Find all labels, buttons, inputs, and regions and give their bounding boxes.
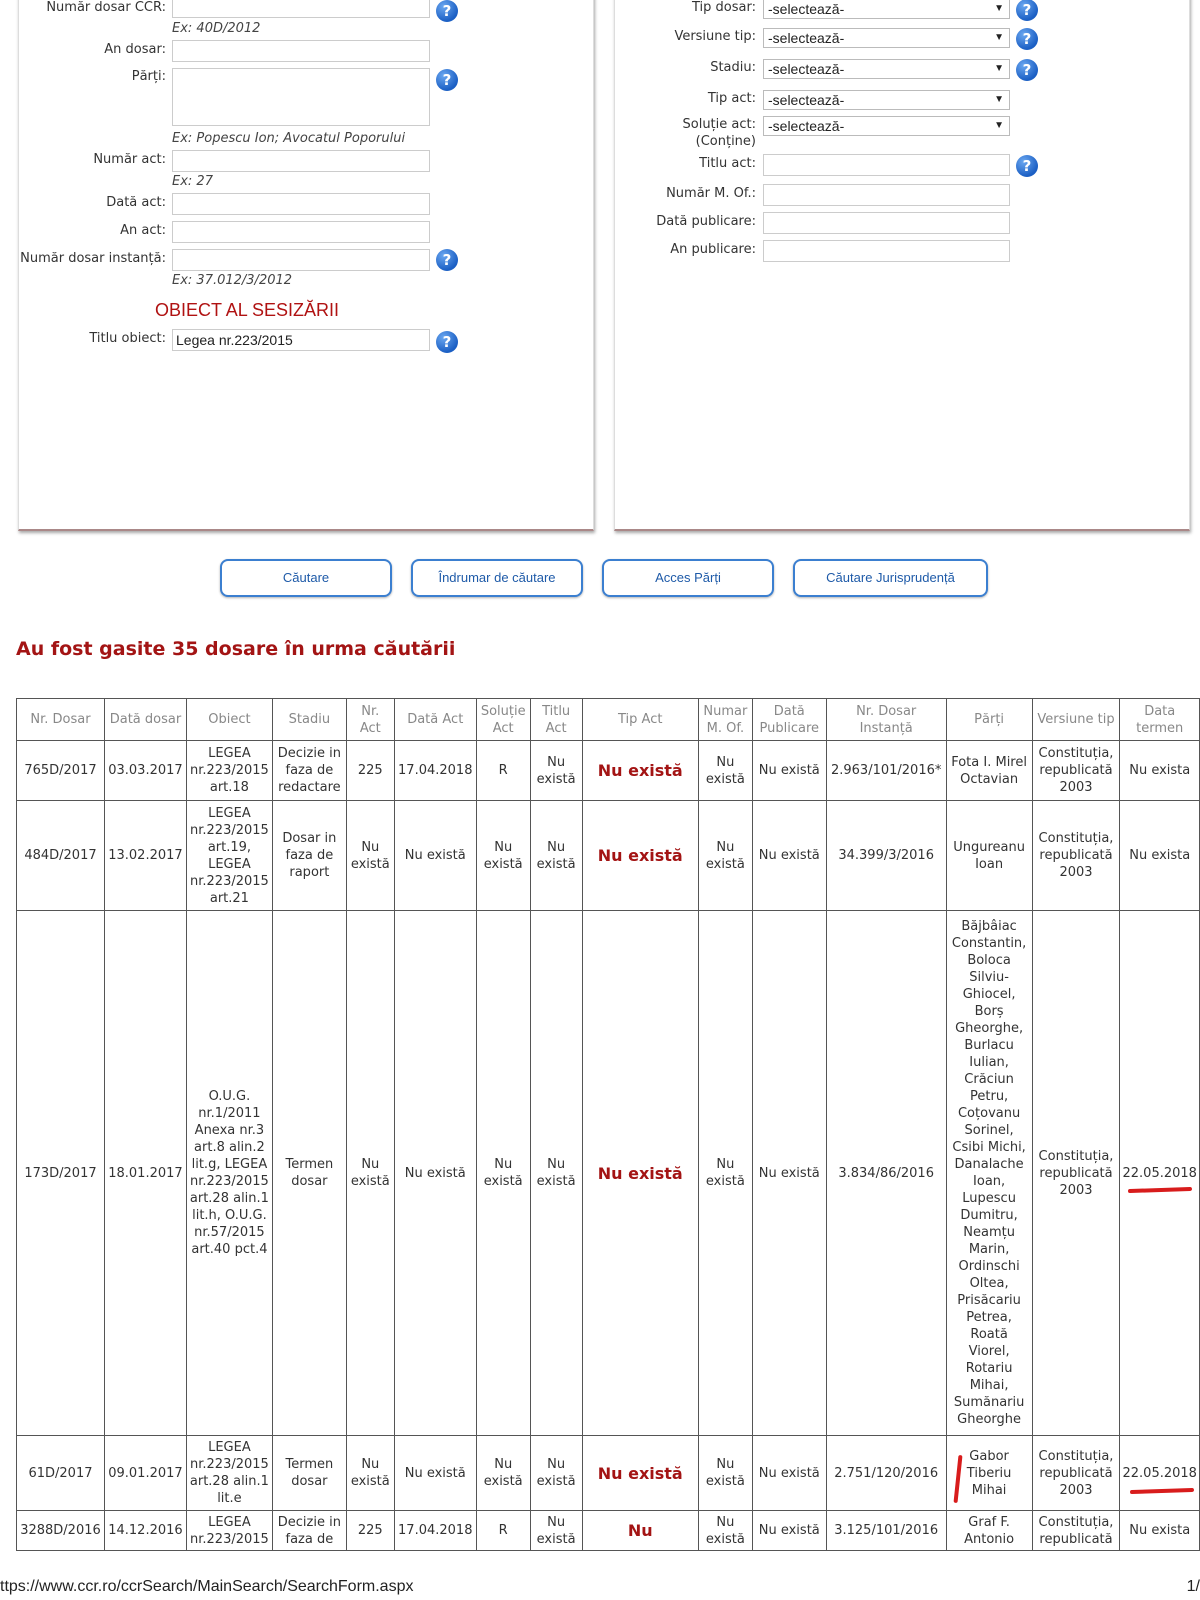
titlu-obiect-input[interactable]: Legea nr.223/2015 — [172, 329, 430, 351]
data-publicare-input[interactable] — [763, 212, 1010, 234]
table-cell: Nu există — [530, 1511, 582, 1551]
stadiu-value: -selectează- — [768, 61, 845, 77]
table-cell: Decizie in faza de — [272, 1511, 346, 1551]
table-cell: Nu exista — [1120, 801, 1200, 911]
table-cell: Nu există — [698, 741, 752, 801]
parti-example: Ex: Popescu Ion; Avocatul Poporului — [172, 131, 406, 146]
tip-dosar-value: -selectează- — [768, 1, 845, 17]
numar-act-example: Ex: 27 — [172, 174, 213, 189]
table-cell: Nu există — [394, 801, 476, 911]
table-cell: R — [476, 741, 530, 801]
table-cell: Nu există — [476, 1436, 530, 1511]
table-cell: LEGEA nr.223/2015 art.28 alin.1 lit.e — [186, 1436, 272, 1511]
numar-act-label: Număr act: — [93, 152, 166, 167]
table-cell: Constituția, republicată 2003 — [1032, 741, 1120, 801]
solutie-act-select[interactable] — [763, 116, 1010, 136]
table-cell: R — [476, 1511, 530, 1551]
table-cell: 22.05.2018 — [1120, 911, 1200, 1436]
table-cell[interactable]: 484D/2017 — [17, 801, 105, 911]
column-header[interactable]: Nr. Act — [346, 699, 394, 741]
column-header[interactable]: Data termen — [1120, 699, 1200, 741]
numar-dosar-ccr-input[interactable] — [172, 0, 430, 18]
titlu-act-input[interactable] — [763, 154, 1010, 176]
table-cell: 3.834/86/2016 — [826, 911, 946, 1436]
table-cell: Nu există — [394, 911, 476, 1436]
table-cell: Băjbâiac Constantin, Boloca Silviu-Ghiocel, Borș Gheorghe, Burlacu Iulian, Crăciun Petru, Coțovanu Sorinel, Csibi Michi, Danalache Ioan, Lupescu Dumitru, Neamțu Marin, Ordinschi Oltea, Prisăcariu Petrea, Roată Viorel, Rotariu Mihai, Sumănariu Gheorghe — [946, 911, 1032, 1436]
table-cell: Nu există — [752, 1511, 826, 1551]
table-cell: Nu există — [530, 911, 582, 1436]
titlu-obiect-label: Titlu obiect: — [89, 331, 166, 346]
table-cell: Nu există — [752, 911, 826, 1436]
table-cell: 17.04.2018 — [394, 1511, 476, 1551]
numar-dosar-instanta-label: Număr dosar instanță: — [20, 251, 166, 266]
cautare-button[interactable]: Căutare — [220, 559, 392, 597]
table-cell[interactable]: 765D/2017 — [17, 741, 105, 801]
an-act-input[interactable] — [172, 221, 430, 243]
help-icon[interactable]: ? — [1016, 155, 1038, 177]
table-cell: 18.01.2017 — [104, 911, 186, 1436]
table-cell: Dosar in faza de raport — [272, 801, 346, 911]
table-cell: LEGEA nr.223/2015 art.19, LEGEA nr.223/2015 art.21 — [186, 801, 272, 911]
tip-act-value: -selectează- — [768, 92, 845, 108]
parti-label: Părți: — [131, 69, 166, 84]
table-cell: Graf F. Antonio — [946, 1511, 1032, 1551]
tip-act-label: Tip act: — [707, 91, 756, 106]
table-cell: Constituția, republicată 2003 — [1032, 911, 1120, 1436]
versiune-tip-select[interactable] — [763, 28, 1010, 48]
data-act-input[interactable] — [172, 193, 430, 215]
search-panel-right — [614, 0, 1190, 531]
numar-dosar-instanta-example: Ex: 37.012/3/2012 — [172, 273, 293, 288]
tip-dosar-label: Tip dosar: — [692, 0, 756, 15]
table-header-row — [17, 699, 1200, 741]
solutie-act-sublabel: (Conține) — [695, 134, 756, 149]
column-header[interactable]: Versiune tip — [1032, 699, 1120, 741]
table-cell: Nu există — [582, 1436, 698, 1511]
help-icon[interactable]: ? — [436, 0, 458, 22]
column-header[interactable]: Nr. Dosar Instanță — [826, 699, 946, 741]
results-table — [16, 698, 1200, 1551]
table-cell: Decizie in faza de redactare — [272, 741, 346, 801]
table-cell: Nu există — [582, 801, 698, 911]
table-cell: 2.963/101/2016* — [826, 741, 946, 801]
chevron-down-icon: ▼ — [994, 120, 1004, 131]
table-cell: Nu există — [698, 911, 752, 1436]
tip-act-select[interactable] — [763, 90, 1010, 110]
versiune-tip-value: -selectează- — [768, 30, 845, 46]
solutie-act-value: -selectează- — [768, 118, 845, 134]
table-cell: Nu există — [530, 1436, 582, 1511]
numar-mof-input[interactable] — [763, 184, 1010, 206]
table-cell: 3.125/101/2016 — [826, 1511, 946, 1551]
chevron-down-icon: ▼ — [994, 94, 1004, 105]
table-cell: Fota I. Mirel Octavian — [946, 741, 1032, 801]
table-cell: Nu există — [346, 911, 394, 1436]
table-cell: 22.05.2018 — [1120, 1436, 1200, 1511]
numar-dosar-ccr-label: Număr dosar CCR: — [46, 0, 166, 15]
table-cell: Nu există — [698, 1511, 752, 1551]
table-row[interactable] — [17, 1436, 1200, 1511]
column-header[interactable]: Nr. Dosar — [17, 699, 105, 741]
chevron-down-icon: ▼ — [994, 63, 1004, 74]
table-cell: Nu — [582, 1511, 698, 1551]
table-cell: 225 — [346, 1511, 394, 1551]
table-cell: 03.03.2017 — [104, 741, 186, 801]
data-publicare-label: Dată publicare: — [656, 214, 756, 229]
table-cell: Nu există — [752, 801, 826, 911]
table-cell: 17.04.2018 — [394, 741, 476, 801]
table-cell: Constituția, republicată 2003 — [1032, 1436, 1120, 1511]
table-cell: Constituția, republicată — [1032, 1511, 1120, 1551]
numar-mof-label: Număr M. Of.: — [666, 186, 756, 201]
table-cell: Gabor Tiberiu Mihai — [946, 1436, 1032, 1511]
solutie-act-label: Soluție act: — [682, 117, 756, 132]
column-header[interactable]: Tip Act — [582, 699, 698, 741]
table-cell: Nu există — [582, 741, 698, 801]
table-cell: Nu există — [698, 1436, 752, 1511]
table-row[interactable] — [17, 801, 1200, 911]
table-cell: Nu există — [346, 1436, 394, 1511]
table-cell: Nu există — [476, 801, 530, 911]
an-publicare-label: An publicare: — [670, 242, 756, 257]
table-cell: Termen dosar — [272, 1436, 346, 1511]
table-cell: 225 — [346, 741, 394, 801]
table-row[interactable] — [17, 911, 1200, 1436]
table-cell: LEGEA nr.223/2015 — [186, 1511, 272, 1551]
help-icon[interactable]: ? — [436, 249, 458, 271]
acces-parti-button[interactable]: Acces Părți — [602, 559, 774, 597]
tip-dosar-select[interactable] — [763, 0, 1010, 19]
table-cell[interactable]: 3288D/2016 — [17, 1511, 105, 1551]
table-cell: Ungureanu Ioan — [946, 801, 1032, 911]
table-cell: Nu există — [698, 801, 752, 911]
table-cell: Nu există — [346, 801, 394, 911]
an-dosar-label: An dosar: — [104, 42, 166, 57]
numar-dosar-instanta-input[interactable] — [172, 249, 430, 271]
help-icon[interactable]: ? — [436, 69, 458, 91]
table-cell[interactable]: 61D/2017 — [17, 1436, 105, 1511]
column-header[interactable]: Numar M. Of. — [698, 699, 752, 741]
table-cell: Nu exista — [1120, 741, 1200, 801]
table-cell: Nu există — [530, 801, 582, 911]
column-header[interactable]: Dată Publicare — [752, 699, 826, 741]
table-cell: Nu există — [582, 911, 698, 1436]
cautare-jurisprudenta-button[interactable]: Căutare Jurisprudență — [793, 559, 988, 597]
table-cell: 2.751/120/2016 — [826, 1436, 946, 1511]
table-cell: Nu există — [752, 741, 826, 801]
print-footer-url: ttps://www.ccr.ro/ccrSearch/MainSearch/SearchForm.aspx — [0, 1578, 414, 1595]
table-cell: Nu există — [476, 911, 530, 1436]
table-cell: O.U.G. nr.1/2011 Anexa nr.3 art.8 alin.2 lit.g, LEGEA nr.223/2015 art.28 alin.1 lit.h, O.U.G. nr.57/2015 art.40 pct.4 — [186, 911, 272, 1436]
titlu-act-label: Titlu act: — [699, 156, 756, 171]
column-header[interactable]: Soluție Act — [476, 699, 530, 741]
table-cell: Constituția, republicată 2003 — [1032, 801, 1120, 911]
column-header[interactable]: Obiect — [186, 699, 272, 741]
help-icon[interactable]: ? — [1016, 59, 1038, 81]
table-cell: Nu există — [752, 1436, 826, 1511]
print-footer-page: 1/ — [1186, 1578, 1200, 1595]
table-row[interactable] — [17, 1511, 1200, 1551]
help-icon[interactable]: ? — [436, 331, 458, 353]
column-header[interactable]: Dată dosar — [104, 699, 186, 741]
table-cell: 09.01.2017 — [104, 1436, 186, 1511]
column-header[interactable]: Stadiu — [272, 699, 346, 741]
obiect-section-title: OBIECT AL SESIZĂRII — [155, 300, 340, 320]
table-cell: Nu există — [530, 741, 582, 801]
versiune-tip-label: Versiune tip: — [674, 29, 756, 44]
column-header[interactable]: Părți — [946, 699, 1032, 741]
table-cell: 34.399/3/2016 — [826, 801, 946, 911]
an-act-label: An act: — [120, 223, 166, 238]
table-cell: Nu există — [394, 1436, 476, 1511]
column-header[interactable]: Dată Act — [394, 699, 476, 741]
stadiu-label: Stadiu: — [710, 60, 756, 75]
table-cell[interactable]: 173D/2017 — [17, 911, 105, 1436]
parti-textarea[interactable] — [172, 68, 430, 126]
an-dosar-input[interactable] — [172, 40, 430, 62]
numar-dosar-ccr-example: Ex: 40D/2012 — [172, 21, 261, 36]
chevron-down-icon: ▼ — [994, 3, 1004, 14]
chevron-down-icon: ▼ — [994, 32, 1004, 43]
table-cell: LEGEA nr.223/2015 art.18 — [186, 741, 272, 801]
numar-act-input[interactable] — [172, 150, 430, 172]
data-act-label: Dată act: — [106, 195, 166, 210]
help-icon[interactable]: ? — [1016, 28, 1038, 50]
results-count-title: Au fost gasite 35 dosare în urma căutării — [16, 638, 456, 660]
table-cell: Nu exista — [1120, 1511, 1200, 1551]
help-icon[interactable]: ? — [1016, 0, 1038, 21]
table-row[interactable] — [17, 741, 1200, 801]
table-cell: 14.12.2016 — [104, 1511, 186, 1551]
indrumar-cautare-button[interactable]: Îndrumar de căutare — [411, 559, 583, 597]
table-cell: Termen dosar — [272, 911, 346, 1436]
an-publicare-input[interactable] — [763, 240, 1010, 262]
stadiu-select[interactable] — [763, 59, 1010, 79]
table-cell: 13.02.2017 — [104, 801, 186, 911]
column-header[interactable]: Titlu Act — [530, 699, 582, 741]
